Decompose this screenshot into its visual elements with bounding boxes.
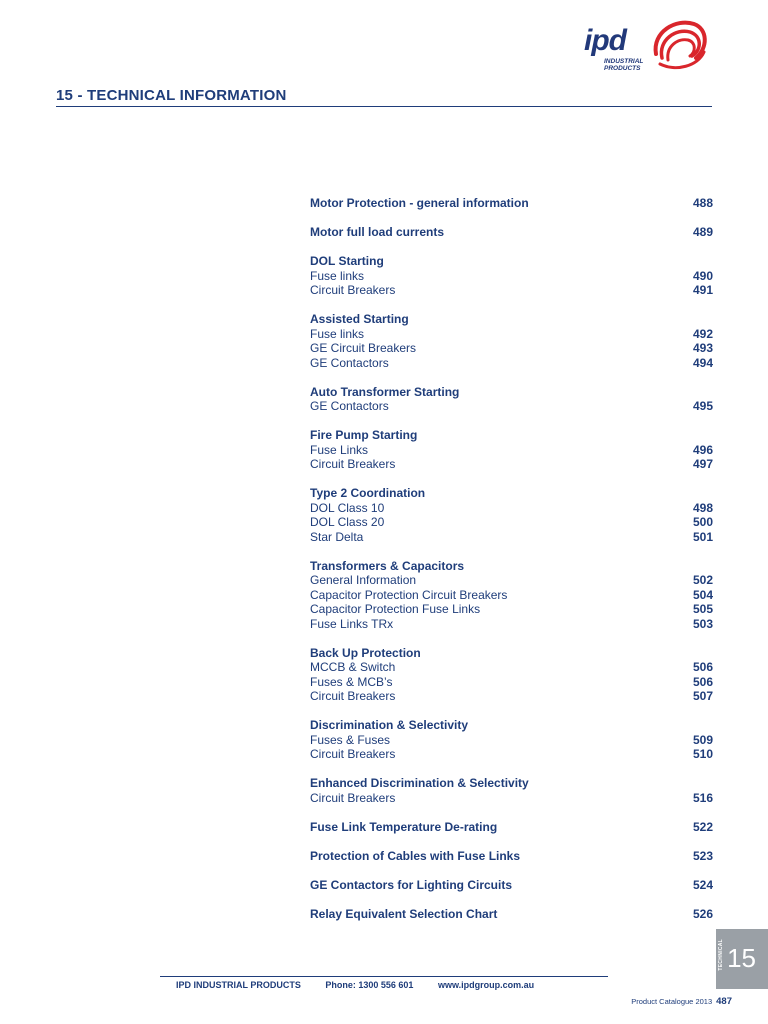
toc-label: Transformers & Capacitors [310, 558, 465, 573]
toc-label: Star Delta [310, 529, 364, 544]
toc-label: Circuit Breakers [310, 790, 396, 805]
toc-heading [310, 820, 713, 835]
toc-label: Assisted Starting [310, 312, 409, 326]
toc-heading [310, 385, 713, 400]
ipd-logo [584, 14, 712, 84]
toc-page-number: 491 [692, 283, 713, 297]
toc-label: DOL Class 10 [310, 500, 385, 515]
table-of-contents [310, 196, 713, 921]
toc-label: Fuse links [310, 268, 365, 283]
toc-label: Protection of Cables with Fuse Links [310, 848, 521, 863]
toc-entry [310, 283, 713, 298]
section-title: 15 - TECHNICAL INFORMATION [56, 87, 287, 104]
toc-heading [310, 225, 713, 240]
toc-label: DOL Starting [310, 254, 384, 268]
toc-label: Circuit Breakers [310, 689, 396, 703]
toc-entry [310, 573, 713, 588]
toc-heading [310, 646, 713, 661]
toc-label: Enhanced Discrimination & Selectivity [310, 776, 529, 790]
logo-sub-line2: PRODUCTS [604, 65, 641, 72]
toc-heading [310, 878, 713, 893]
toc-label: Relay Equivalent Selection Chart [310, 906, 498, 921]
toc-label: Fuse Link Temperature De-rating [310, 819, 498, 834]
toc-label: Back Up Protection [310, 645, 421, 660]
section-tab [716, 929, 768, 989]
toc-entry [310, 602, 713, 617]
toc-entry [310, 530, 713, 545]
toc-heading [310, 428, 713, 443]
toc-label: Fuses & MCB’s [310, 674, 393, 689]
toc-label: DOL Class 20 [310, 515, 385, 529]
toc-page-number: 505 [692, 602, 713, 616]
toc-entry [310, 515, 713, 530]
toc-page-number: 500 [692, 515, 713, 529]
toc-label: Discrimination & Selectivity [310, 718, 469, 732]
toc-entry [310, 356, 713, 371]
toc-label: Fuse links [310, 326, 365, 341]
toc-label: GE Circuit Breakers [310, 341, 417, 355]
toc-entry [310, 269, 713, 284]
toc-page-number: 506 [692, 674, 713, 689]
toc-label: Motor full load currents [310, 225, 445, 239]
toc-page-number: 503 [692, 616, 713, 631]
toc-entry [310, 675, 713, 690]
toc-entry [310, 617, 713, 632]
toc-label: Capacitor Protection Fuse Links [310, 602, 481, 616]
toc-page-number: 502 [692, 573, 713, 587]
toc-entry [310, 747, 713, 762]
toc-page-number: 509 [692, 732, 713, 747]
toc-page-number: 489 [692, 225, 713, 239]
logo-subtitle [604, 58, 643, 72]
toc-label: Circuit Breakers [310, 457, 396, 471]
toc-label: Fuses & Fuses [310, 732, 391, 747]
title-divider [56, 106, 712, 107]
toc-heading [310, 559, 713, 574]
toc-heading [310, 312, 713, 327]
toc-entry [310, 399, 713, 414]
section-tab-label: TECHNICAL [718, 939, 724, 971]
footer-phone: Phone: 1300 556 601 [325, 980, 414, 990]
toc-page-number: 504 [692, 587, 713, 602]
toc-heading [310, 718, 713, 733]
toc-label: Fire Pump Starting [310, 428, 418, 442]
toc-label: General Information [310, 573, 417, 587]
toc-label: Motor Protection - general information [310, 196, 529, 210]
toc-page-number: 493 [692, 341, 713, 355]
section-tab-number: 15 [727, 943, 756, 973]
toc-page-number: 488 [692, 196, 713, 210]
toc-entry [310, 341, 713, 356]
toc-label: MCCB & Switch [310, 660, 396, 674]
toc-page-number: 524 [692, 877, 713, 892]
footer-divider [160, 976, 608, 977]
toc-heading [310, 907, 713, 922]
footer-company: IPD INDUSTRIAL PRODUCTS [176, 980, 301, 990]
toc-page-number: 522 [692, 819, 713, 834]
toc-entry [310, 457, 713, 472]
toc-page-number: 492 [692, 326, 713, 341]
toc-heading [310, 486, 713, 501]
logo-brand: ipd [584, 24, 626, 57]
toc-label: Type 2 Coordination [310, 486, 426, 500]
toc-page-number: 496 [692, 442, 713, 457]
toc-page-number: 516 [692, 790, 713, 805]
toc-entry [310, 327, 713, 342]
toc-entry [310, 443, 713, 458]
toc-page-number: 498 [692, 500, 713, 515]
toc-label: Fuse Links [310, 442, 369, 457]
page-footer [631, 996, 732, 1007]
toc-entry [310, 733, 713, 748]
swoosh-logo-icon [646, 14, 712, 80]
toc-page-number: 506 [692, 660, 713, 674]
toc-label: Auto Transformer Starting [310, 384, 460, 399]
toc-heading [310, 849, 713, 864]
toc-heading [310, 254, 713, 269]
toc-page-number: 495 [692, 399, 713, 413]
toc-page-number: 494 [692, 355, 713, 370]
catalogue-label: Product Catalogue 2013 [631, 997, 713, 1006]
toc-page-number: 507 [692, 689, 713, 703]
toc-page-number: 523 [692, 848, 713, 863]
toc-entry [310, 689, 713, 704]
toc-label: Circuit Breakers [310, 283, 396, 297]
toc-label: GE Contactors [310, 399, 389, 413]
page-number: 487 [716, 996, 732, 1007]
toc-page-number: 510 [692, 747, 713, 761]
toc-page-number: 490 [692, 268, 713, 283]
toc-entry [310, 660, 713, 675]
toc-label: Fuse Links TRx [310, 616, 394, 631]
footer-contact [176, 980, 556, 990]
footer-website: www.ipdgroup.com.au [437, 980, 535, 990]
toc-entry [310, 791, 713, 806]
toc-label: GE Contactors [310, 355, 389, 370]
toc-page-number: 497 [692, 457, 713, 471]
toc-label: Circuit Breakers [310, 747, 396, 761]
toc-page-number: 526 [692, 906, 713, 921]
toc-label: GE Contactors for Lighting Circuits [310, 877, 513, 892]
logo-sub-line1: INDUSTRIAL [604, 58, 644, 65]
toc-page-number: 501 [692, 529, 713, 544]
toc-heading [310, 196, 713, 211]
toc-label: Capacitor Protection Circuit Breakers [310, 587, 508, 602]
toc-entry [310, 588, 713, 603]
toc-entry [310, 501, 713, 516]
toc-heading [310, 776, 713, 791]
